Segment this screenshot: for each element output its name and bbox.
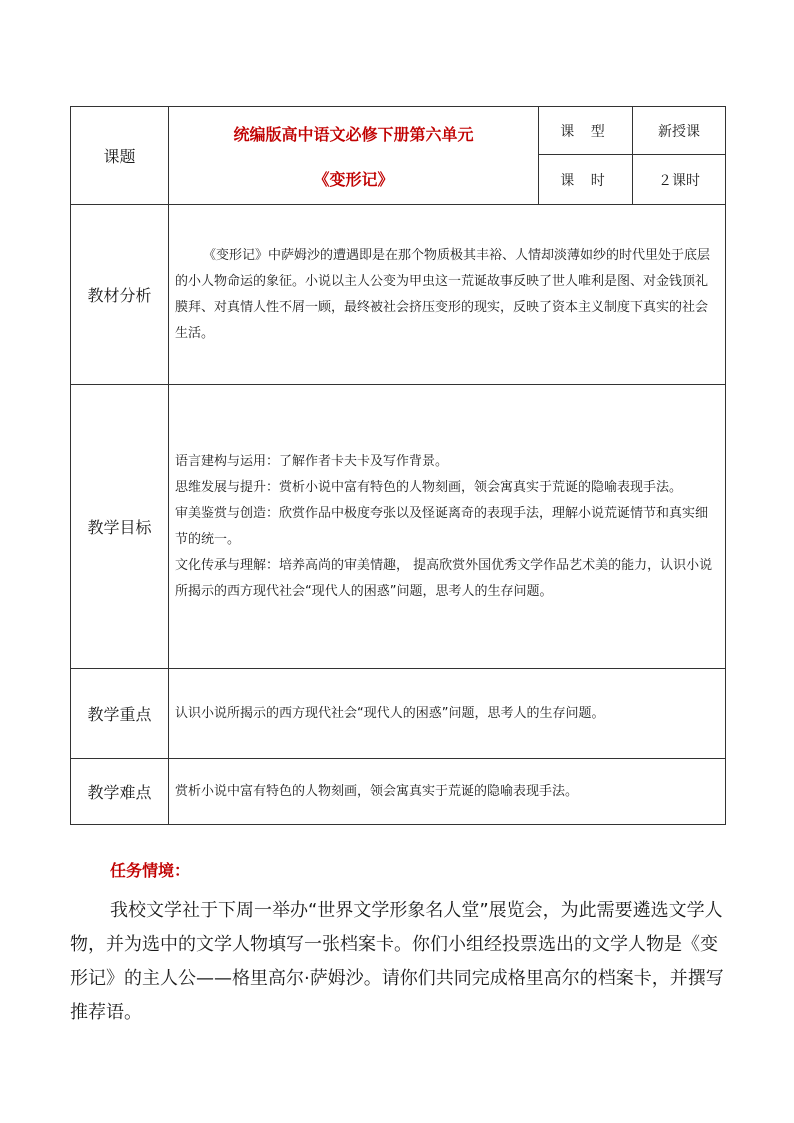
goal-item: 文化传承与理解：培养高尚的审美情趣， 提高欣赏外国优秀文学作品艺术美的能力，认识小说所揭示的西方现代社会“现代人的困惑”问题，思考人的生存问题。 xyxy=(175,557,713,599)
difficulty-label: 教学难点 xyxy=(71,759,169,825)
hours-label: 课 时 xyxy=(539,155,633,205)
topic-label: 课题 xyxy=(71,107,169,205)
goal-item: 审美鉴赏与创造：欣赏作品中极度夸张以及怪诞离奇的表现手法，理解小说荒诞情节和真实细节的统一。 xyxy=(175,505,709,547)
goals-list xyxy=(169,385,726,669)
goal-item: 语言建构与运用：了解作者卡夫卡及写作背景。 xyxy=(175,453,449,469)
focus-text: 认识小说所揭示的西方现代社会“现代人的困惑”问题，思考人的生存问题。 xyxy=(169,669,726,759)
lesson-title-unit: 统编版高中语文必修下册第六单元 xyxy=(233,124,474,144)
type-value: 新授课 xyxy=(633,107,726,155)
analysis-text: 《变形记》中萨姆沙的遭遇即是在那个物质极其丰裕、人情却淡薄如纱的时代里处于底层的小人物命运的象征。小说以主人公变为甲虫这一荒诞故事反映了世人唯利是图、对金钱顶礼膜拜、对真情人性不屑一顾，最终被社会挤压变形的现实，反映了资本主义制度下真实的社会生活。 xyxy=(169,205,726,385)
difficulty-text: 赏析小说中富有特色的人物刻画，领会寓真实于荒诞的隐喻表现手法。 xyxy=(169,759,726,825)
type-label: 课 型 xyxy=(539,107,633,155)
lesson-title xyxy=(169,107,539,205)
task-body: 我校文学社于下周一举办“世界文学形象名人堂”展览会，为此需要遴选文学人物，并为选中的文学人物填写一张档案卡。你们小组经投票选出的文学人物是《变形记》的主人公——格里高尔·萨姆沙。请你们共同完成格里高尔的档案卡，并撰写推荐语。 xyxy=(70,900,724,1023)
focus-label: 教学重点 xyxy=(71,669,169,759)
lesson-title-text: 《变形记》 xyxy=(313,169,394,189)
goal-item: 思维发展与提升：赏析小说中富有特色的人物刻画，领会寓真实于荒诞的隐喻表现手法。 xyxy=(175,479,683,495)
task-heading: 任务情境： xyxy=(110,861,191,880)
goals-label: 教学目标 xyxy=(71,385,169,669)
hours-value: ２课时 xyxy=(633,155,726,205)
lesson-plan-table xyxy=(70,106,726,825)
analysis-label: 教材分析 xyxy=(71,205,169,385)
